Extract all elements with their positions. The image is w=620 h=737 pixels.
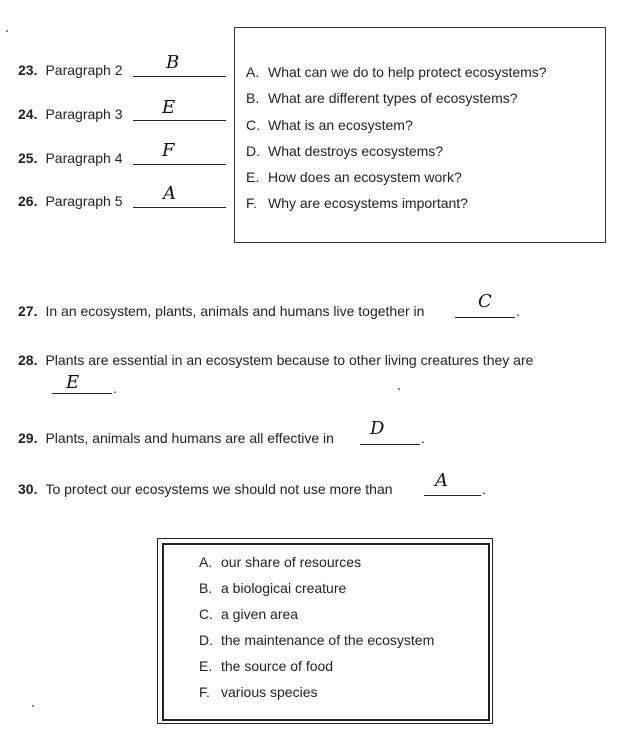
option-text: What destroys ecosystems?	[268, 143, 444, 159]
heading-option-a	[246, 64, 547, 80]
question-label: Paragraph 4	[45, 150, 123, 166]
question-26	[18, 193, 123, 209]
ending-option-b	[199, 580, 346, 596]
question-29-end: .	[421, 430, 425, 446]
question-number: 26.	[18, 193, 38, 209]
handwritten-answer-27: C	[478, 291, 492, 312]
handwritten-answer-29: D	[370, 418, 385, 439]
question-27	[18, 303, 424, 319]
question-text: To protect our ecosystems we should not use more than	[45, 481, 393, 497]
answer-blank-26[interactable]	[133, 189, 226, 208]
option-letter: A.	[246, 64, 260, 80]
question-number: 23.	[18, 62, 38, 78]
handwritten-answer-28: E	[66, 372, 80, 393]
question-number: 27.	[18, 303, 38, 319]
answer-blank-24[interactable]	[133, 102, 226, 121]
option-text: What is an ecosystem?	[268, 117, 413, 133]
handwritten-answer-30: A	[435, 470, 448, 491]
speck	[6, 30, 8, 32]
question-28-end: .	[113, 380, 117, 396]
question-25	[18, 150, 123, 166]
question-text: Plants are essential in an ecosystem because to other living creatures they are	[45, 352, 534, 368]
handwritten-answer-26: A	[163, 183, 176, 204]
option-letter: D.	[199, 632, 213, 648]
heading-option-b	[246, 90, 518, 106]
answer-blank-30[interactable]	[424, 477, 481, 496]
question-label: Paragraph 3	[45, 106, 123, 122]
option-letter: C.	[246, 117, 260, 133]
speck	[398, 388, 400, 390]
speck	[32, 705, 34, 707]
heading-option-d	[246, 143, 443, 159]
answer-blank-25[interactable]	[133, 146, 226, 165]
option-text: What can we do to help protect ecosystems?	[268, 64, 547, 80]
question-number: 28.	[18, 352, 38, 368]
option-letter: E.	[246, 169, 260, 185]
answer-blank-28[interactable]	[52, 372, 112, 394]
option-letter: A.	[199, 554, 213, 570]
question-text: In an ecosystem, plants, animals and humans live together in	[45, 303, 425, 319]
question-27-end: .	[516, 303, 520, 319]
question-23	[18, 62, 123, 78]
ending-option-f	[199, 684, 318, 700]
ending-option-d	[199, 632, 434, 648]
option-letter: F.	[199, 684, 210, 700]
question-30	[18, 481, 393, 497]
question-29	[18, 430, 334, 446]
option-letter: B.	[246, 90, 260, 106]
question-text: Plants, animals and humans are all effective in	[45, 430, 334, 446]
handwritten-answer-25: F	[162, 140, 175, 161]
option-text: the source of food	[221, 658, 334, 674]
question-number: 25.	[18, 150, 38, 166]
option-letter: E.	[199, 658, 213, 674]
question-number: 24.	[18, 106, 38, 122]
option-letter: B.	[199, 580, 213, 596]
ending-option-a	[199, 554, 361, 570]
heading-option-f	[246, 195, 468, 211]
option-text: our share of resources	[221, 554, 362, 570]
handwritten-answer-24: E	[162, 97, 176, 118]
option-text: a biologicai creature	[221, 580, 347, 596]
answer-blank-29[interactable]	[360, 426, 420, 445]
answer-blank-23[interactable]	[133, 58, 226, 77]
question-28	[18, 352, 604, 368]
handwritten-answer-23: B	[166, 52, 180, 73]
option-text: Why are ecosystems important?	[268, 195, 468, 211]
option-text: various species	[221, 684, 318, 700]
heading-option-c	[246, 117, 413, 133]
option-text: What are different types of ecosystems?	[268, 90, 518, 106]
question-label: Paragraph 2	[45, 62, 123, 78]
question-30-end: .	[482, 481, 486, 497]
question-24	[18, 106, 123, 122]
option-text: a given area	[221, 606, 299, 622]
ending-option-e	[199, 658, 333, 674]
option-letter: D.	[246, 143, 260, 159]
question-number: 30.	[18, 481, 38, 497]
option-text: the maintenance of the ecosystem	[221, 632, 435, 648]
question-number: 29.	[18, 430, 38, 446]
ending-option-c	[199, 606, 298, 622]
option-text: How does an ecosystem work?	[268, 169, 462, 185]
option-letter: F.	[246, 195, 257, 211]
heading-option-e	[246, 169, 462, 185]
option-letter: C.	[199, 606, 213, 622]
question-label: Paragraph 5	[45, 193, 123, 209]
